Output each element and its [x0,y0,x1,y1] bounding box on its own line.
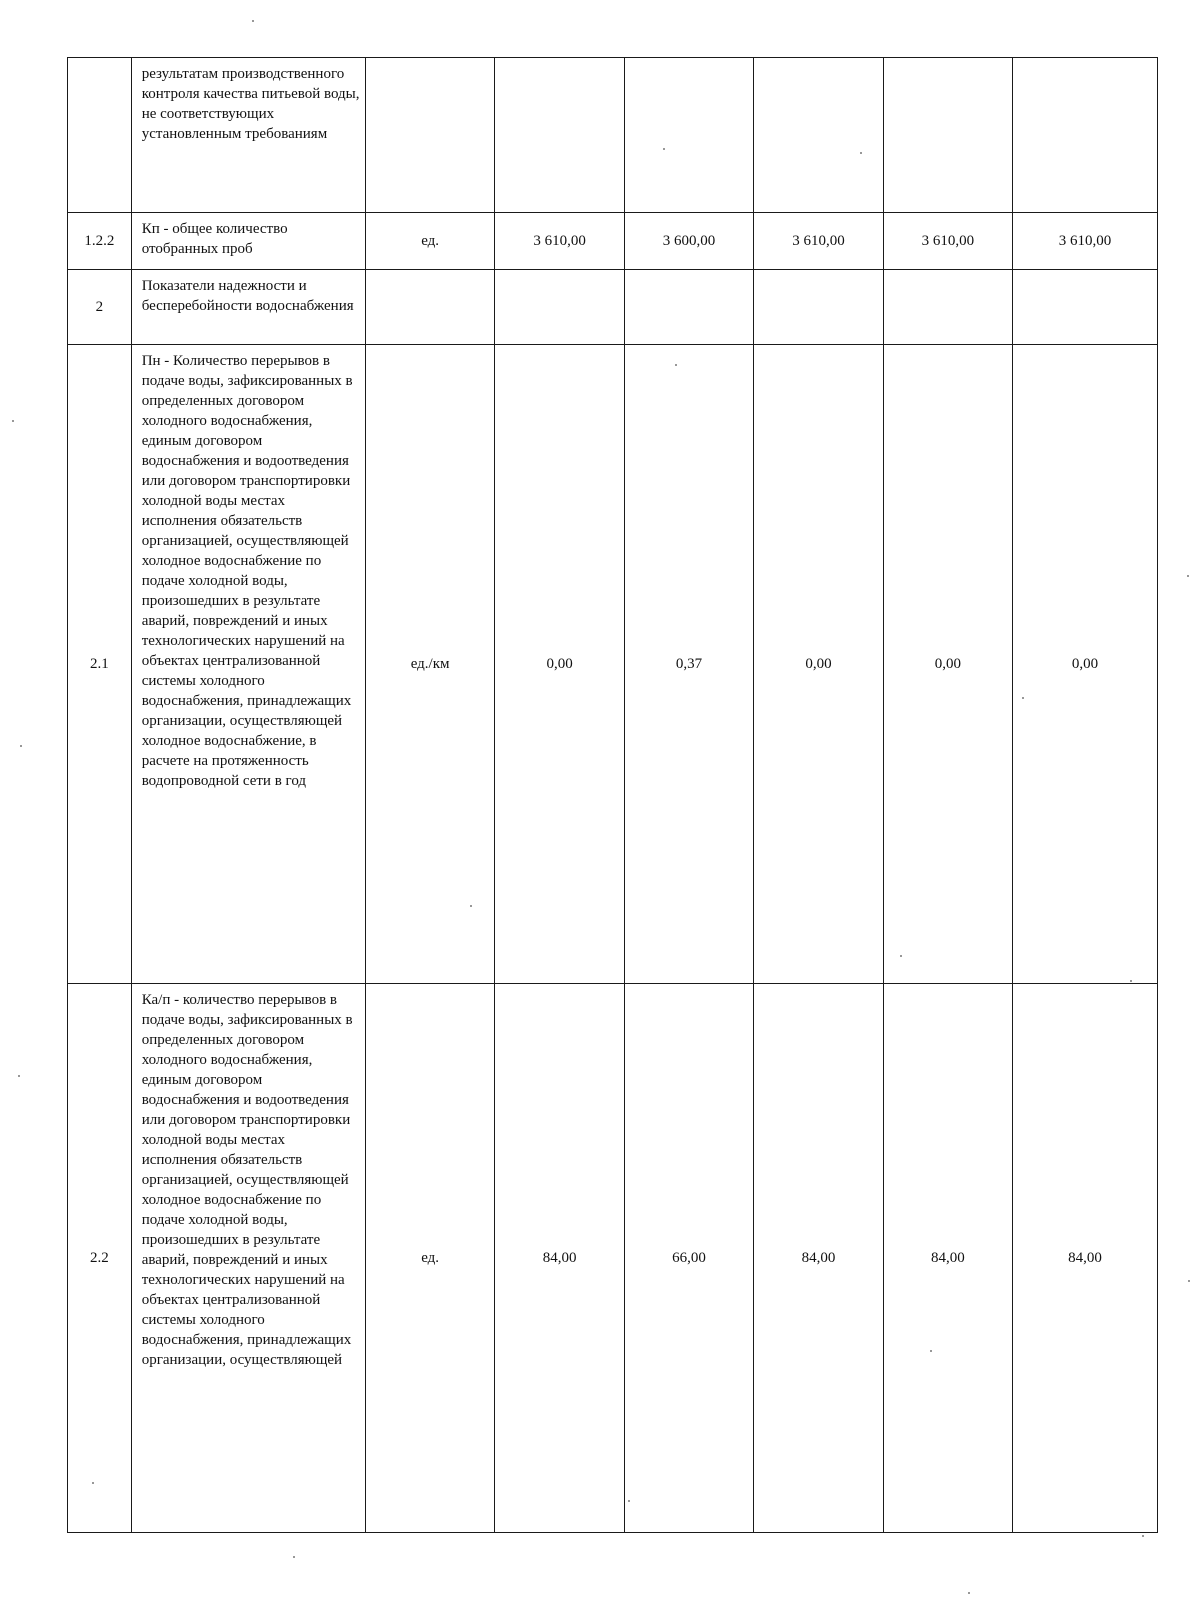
row-value-1: 3 610,00 [495,213,624,270]
row-value-1: 84,00 [495,984,624,1533]
scan-speck [968,1592,970,1594]
scan-speck [900,955,902,957]
row-value-2 [624,270,753,345]
scan-speck [1187,575,1189,577]
row-unit [365,58,494,213]
scan-speck [1130,980,1132,982]
row-value-4: 3 610,00 [883,213,1012,270]
row-value-5: 84,00 [1013,984,1158,1533]
row-value-5 [1013,270,1158,345]
scan-speck [92,1482,94,1484]
row-value-1 [495,58,624,213]
scan-speck [12,420,14,422]
row-unit: ед. [365,984,494,1533]
row-value-2: 3 600,00 [624,213,753,270]
scan-speck [252,20,254,22]
row-description-text: Ка/п - количество перерывов в подаче воды, зафиксированных в определенных договором холодного водоснабжения, единым договором водоснабжения и водоотведения или договором транспортировки холодной воды местах исполнения обязательств организацией, осуществляющей холодное водоснабжение по подаче холодной воды, произошедших в результате аварий, повреждений и иных технологических нарушений на объектах централизованной системы холодного водоснабжения, принадлежащих организации, осуществляющей [141,992,353,1368]
scan-speck [18,1075,20,1077]
row-value-1: 0,00 [495,345,624,984]
row-value-2 [624,58,753,213]
row-unit [365,270,494,345]
table-row [68,984,1158,1533]
scan-speck [930,1350,932,1352]
scan-speck [628,1500,630,1502]
row-unit: ед. [365,213,494,270]
row-number [68,58,132,213]
row-description [131,270,365,345]
row-description [131,984,365,1533]
row-value-3: 84,00 [754,984,883,1533]
row-description-text: результатам производственного контроля качества питьевой воды, не соответствующих установленным требованиям [141,66,360,142]
row-number: 1.2.2 [68,213,132,270]
row-value-5 [1013,58,1158,213]
row-number: 2 [68,270,132,345]
table-row [68,345,1158,984]
row-description [131,58,365,213]
row-value-4: 84,00 [883,984,1012,1533]
row-number: 2.2 [68,984,132,1533]
row-value-2: 0,37 [624,345,753,984]
row-description-text: Кп - общее количество отобранных проб [141,221,288,257]
table-row [68,213,1158,270]
row-value-4 [883,270,1012,345]
row-value-5: 0,00 [1013,345,1158,984]
scan-speck [470,905,472,907]
scan-speck [1142,1535,1144,1537]
table-row [68,270,1158,345]
indicators-table [67,57,1158,1533]
scan-speck [1022,697,1024,699]
row-value-1 [495,270,624,345]
row-value-3: 3 610,00 [754,213,883,270]
row-unit: ед./км [365,345,494,984]
scan-speck [860,152,862,154]
scan-speck [20,745,22,747]
row-value-3 [754,270,883,345]
scan-speck [663,148,665,150]
scan-speck [675,364,677,366]
row-value-3: 0,00 [754,345,883,984]
row-value-5: 3 610,00 [1013,213,1158,270]
row-description-text: Пн - Количество перерывов в подаче воды, зафиксированных в определенных договором холодного водоснабжения, единым договором водоснабжения и водоотведения или договором транспортировки холодной воды местах исполнения обязательств организацией, осуществляющей холодное водоснабжение по подаче холодной воды, произошедших в результате аварий, повреждений и иных технологических нарушений на объектах централизованной системы холодного водоснабжения, принадлежащих организации, осуществляющей холодное водоснабжение, в расчете на протяженность водопроводной сети в год [141,353,353,789]
row-description-text: Показатели надежности и бесперебойности водоснабжения [141,278,354,314]
scan-speck [293,1556,295,1558]
table-row [68,58,1158,213]
scan-speck [1188,1280,1190,1282]
row-value-4 [883,58,1012,213]
row-value-3 [754,58,883,213]
row-number: 2.1 [68,345,132,984]
row-value-4: 0,00 [883,345,1012,984]
row-description [131,345,365,984]
row-value-2: 66,00 [624,984,753,1533]
row-description [131,213,365,270]
